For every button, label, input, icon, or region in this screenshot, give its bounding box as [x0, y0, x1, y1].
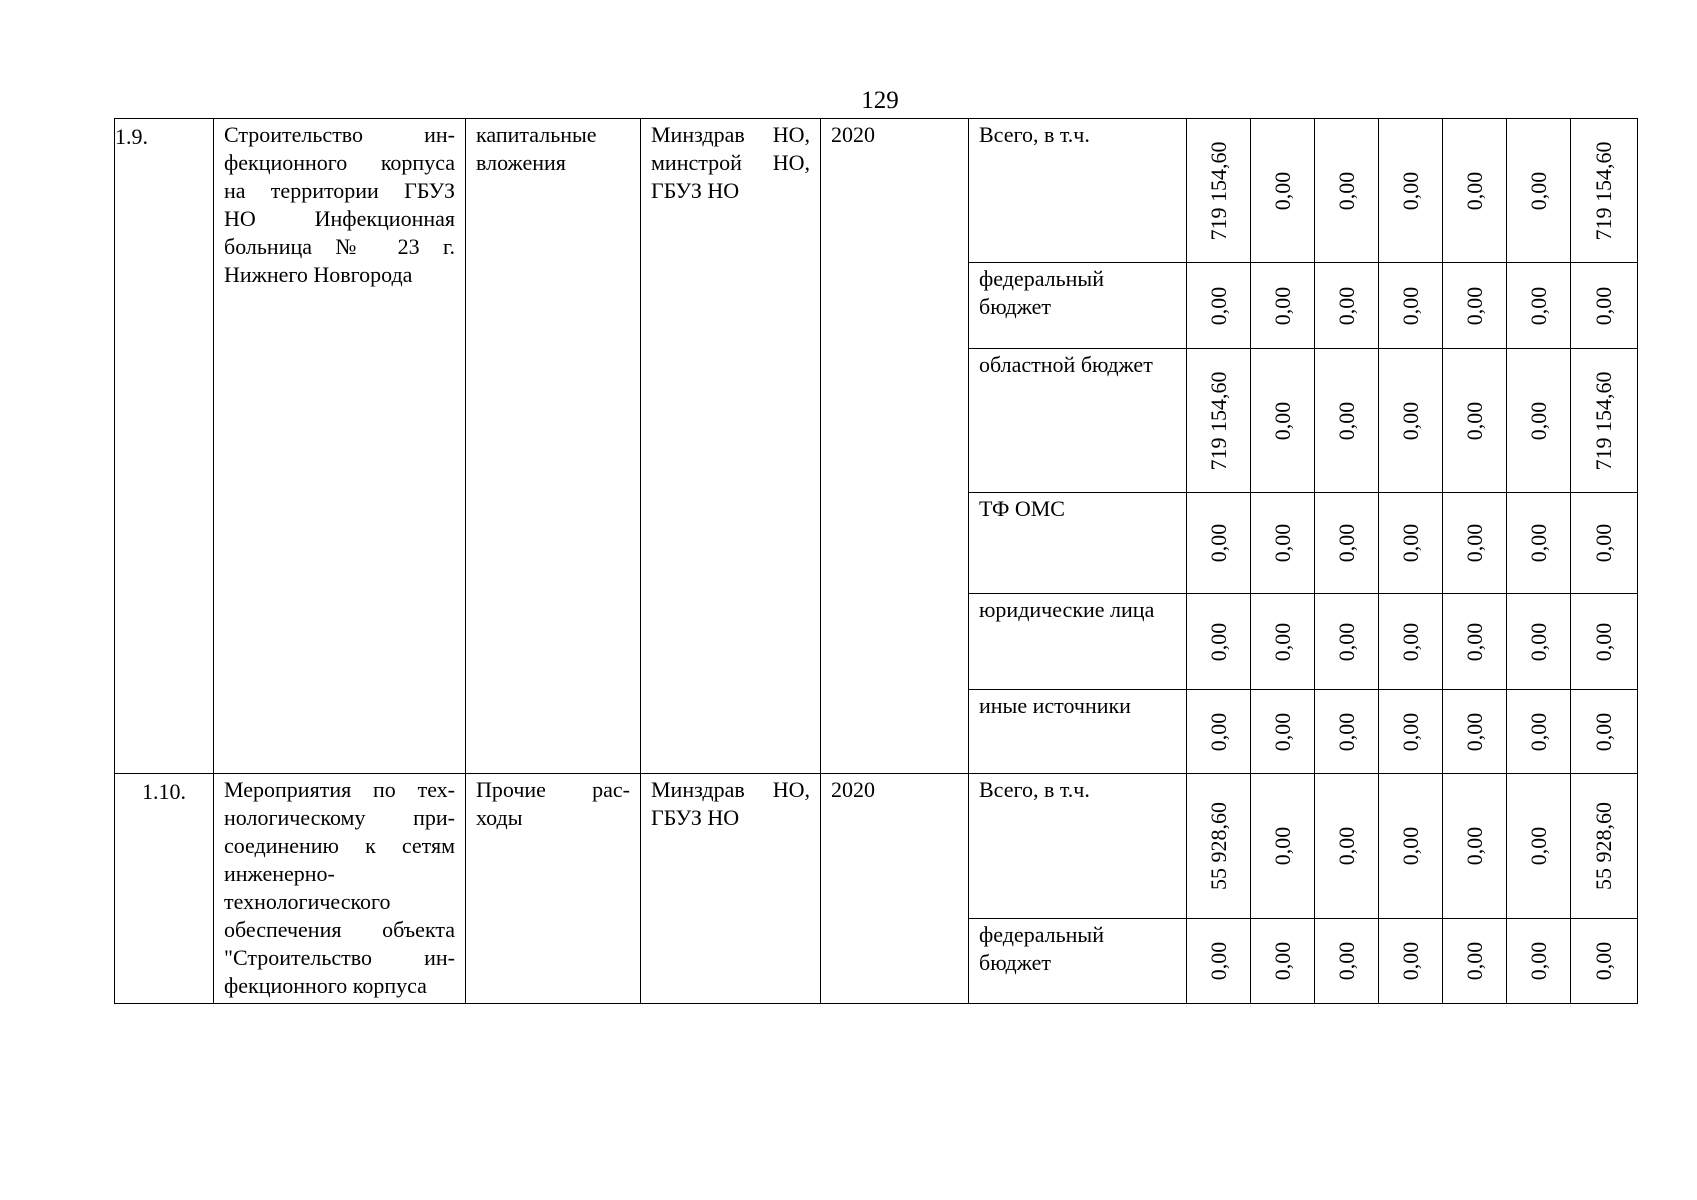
expense-type	[466, 774, 641, 1004]
amount-value: 0,00	[1205, 941, 1231, 981]
item-number: 1.9.	[115, 119, 214, 774]
amount-cell	[1251, 594, 1315, 690]
amount-value: 0,00	[1591, 622, 1616, 661]
amount-cell	[1379, 119, 1443, 263]
amount-value: 0,00	[1269, 171, 1295, 210]
amount-value: 0,00	[1205, 523, 1231, 563]
amount-value: 0,00	[1461, 286, 1487, 325]
amount-cell	[1187, 349, 1251, 493]
budget-table	[114, 118, 1638, 1004]
amount-value: 0,00	[1397, 286, 1423, 325]
measure-name	[214, 119, 466, 774]
amount-cell	[1507, 690, 1571, 774]
amount-value: 0,00	[1461, 941, 1487, 981]
amount-cell	[1571, 594, 1638, 690]
amount-cell	[1379, 919, 1443, 1004]
text-line: соединению к сетям	[224, 833, 455, 858]
amount-value: 0,00	[1269, 286, 1295, 325]
amount-value: 0,00	[1525, 523, 1551, 563]
amount-cell	[1443, 119, 1507, 263]
text-line: технологического	[224, 889, 391, 914]
amount-value: 0,00	[1333, 712, 1359, 751]
amount-value: 0,00	[1269, 826, 1295, 866]
amount-cell	[1507, 493, 1571, 594]
text-line: капитальные	[476, 122, 597, 147]
text-line: на территории ГБУЗ	[224, 178, 455, 203]
amount-value: 0,00	[1269, 622, 1295, 661]
amount-value: 0,00	[1397, 941, 1423, 981]
amount-cell	[1379, 690, 1443, 774]
text-line: нологическому при-	[224, 805, 455, 830]
amount-value: 0,00	[1591, 941, 1616, 981]
executor	[641, 774, 821, 1004]
amount-cell	[1379, 263, 1443, 349]
text-line: больница № 23 г.	[224, 234, 455, 259]
text-line: "Строительство ин-	[224, 945, 455, 970]
text-line: фекционного корпуса	[224, 150, 455, 175]
amount-value: 0,00	[1525, 826, 1551, 866]
funding-source: Всего, в т.ч.	[969, 119, 1187, 263]
text-line: ходы	[476, 805, 523, 830]
amount-value: 0,00	[1333, 523, 1359, 563]
amount-cell	[1379, 774, 1443, 919]
amount-cell	[1571, 349, 1638, 493]
amount-cell	[1571, 119, 1638, 263]
amount-value: 0,00	[1461, 523, 1487, 563]
amount-value: 0,00	[1205, 622, 1231, 661]
amount-cell	[1507, 349, 1571, 493]
amount-cell	[1443, 594, 1507, 690]
amount-value: 0,00	[1205, 286, 1231, 325]
amount-cell	[1571, 263, 1638, 349]
funding-source: областной бюджет	[969, 349, 1187, 493]
amount-value: 0,00	[1269, 523, 1295, 563]
amount-cell	[1443, 349, 1507, 493]
amount-cell	[1251, 349, 1315, 493]
amount-value: 55 928,60	[1591, 802, 1616, 890]
executor	[641, 119, 821, 774]
amount-cell	[1443, 919, 1507, 1004]
amount-cell	[1507, 594, 1571, 690]
amount-value: 0,00	[1461, 826, 1487, 866]
amount-cell	[1443, 493, 1507, 594]
amount-cell	[1443, 690, 1507, 774]
amount-value: 0,00	[1397, 712, 1423, 751]
text-line: НО Инфекционная	[224, 206, 455, 231]
amount-cell	[1379, 493, 1443, 594]
amount-cell	[1315, 349, 1379, 493]
amount-value: 0,00	[1397, 401, 1423, 440]
amount-cell	[1315, 119, 1379, 263]
amount-cell	[1315, 263, 1379, 349]
text-line: вложения	[476, 150, 566, 175]
amount-value: 0,00	[1525, 401, 1551, 440]
text-line: Минздрав НО,	[651, 122, 810, 147]
table-row	[115, 119, 1638, 263]
amount-value: 0,00	[1397, 523, 1423, 563]
text-line: обеспечения объекта	[224, 917, 455, 942]
amount-value: 0,00	[1333, 622, 1359, 661]
text-line: Нижнего Новгорода	[224, 262, 413, 287]
text-line: ГБУЗ НО	[651, 805, 740, 830]
amount-value: 719 154,60	[1205, 141, 1231, 240]
amount-cell	[1251, 690, 1315, 774]
amount-value: 0,00	[1333, 941, 1359, 981]
amount-cell	[1187, 263, 1251, 349]
amount-cell	[1187, 119, 1251, 263]
amount-cell	[1379, 349, 1443, 493]
amount-cell	[1251, 774, 1315, 919]
amount-value: 0,00	[1461, 401, 1487, 440]
amount-value: 0,00	[1525, 286, 1551, 325]
year: 2020	[821, 774, 969, 1004]
amount-cell	[1507, 119, 1571, 263]
amount-cell	[1315, 594, 1379, 690]
measure-name	[214, 774, 466, 1004]
amount-cell	[1379, 594, 1443, 690]
amount-value: 55 928,60	[1205, 802, 1231, 890]
amount-value: 719 154,60	[1205, 371, 1231, 470]
amount-value: 0,00	[1333, 826, 1359, 866]
text-line: Минздрав НО,	[651, 777, 810, 802]
amount-value: 719 154,60	[1591, 141, 1616, 240]
funding-source: Всего, в т.ч.	[969, 774, 1187, 919]
amount-cell	[1187, 919, 1251, 1004]
amount-cell	[1251, 493, 1315, 594]
amount-cell	[1315, 690, 1379, 774]
amount-cell	[1571, 690, 1638, 774]
funding-source: федеральный бюджет	[969, 919, 1187, 1004]
amount-cell	[1571, 774, 1638, 919]
amount-value: 0,00	[1397, 622, 1423, 661]
amount-cell	[1571, 919, 1638, 1004]
amount-cell	[1251, 119, 1315, 263]
amount-cell	[1443, 263, 1507, 349]
year: 2020	[821, 119, 969, 774]
text-line: ГБУЗ НО	[651, 178, 740, 203]
amount-cell	[1315, 774, 1379, 919]
text-line: Прочие рас-	[476, 777, 630, 802]
amount-cell	[1187, 594, 1251, 690]
amount-value: 0,00	[1397, 826, 1423, 866]
amount-value: 0,00	[1525, 171, 1551, 210]
amount-value: 719 154,60	[1591, 371, 1616, 470]
amount-value: 0,00	[1461, 622, 1487, 661]
funding-source: ТФ ОМС	[969, 493, 1187, 594]
funding-source: федеральный бюджет	[969, 263, 1187, 349]
amount-cell	[1251, 919, 1315, 1004]
text-line: инженерно-	[224, 861, 335, 886]
funding-source: юридические лица	[969, 594, 1187, 690]
amount-value: 0,00	[1461, 171, 1487, 210]
amount-value: 0,00	[1591, 712, 1616, 751]
amount-cell	[1507, 919, 1571, 1004]
amount-cell	[1315, 919, 1379, 1004]
amount-cell	[1443, 774, 1507, 919]
text-line: фекционного корпуса	[224, 973, 427, 998]
amount-cell	[1507, 263, 1571, 349]
text-line: Строительство ин-	[224, 122, 455, 147]
amount-cell	[1187, 493, 1251, 594]
funding-source: иные источники	[969, 690, 1187, 774]
amount-value: 0,00	[1591, 286, 1616, 325]
amount-value: 0,00	[1333, 171, 1359, 210]
amount-value: 0,00	[1525, 622, 1551, 661]
text-line: Мероприятия по тех-	[224, 777, 455, 802]
amount-value: 0,00	[1269, 712, 1295, 751]
table-row	[115, 774, 1638, 919]
amount-value: 0,00	[1525, 941, 1551, 981]
page-number: 129	[861, 87, 899, 114]
amount-cell	[1187, 690, 1251, 774]
item-number: 1.10.	[115, 774, 214, 1004]
amount-value: 0,00	[1269, 941, 1295, 981]
amount-cell	[1571, 493, 1638, 594]
amount-cell	[1315, 493, 1379, 594]
amount-value: 0,00	[1461, 712, 1487, 751]
amount-value: 0,00	[1397, 171, 1423, 210]
amount-value: 0,00	[1269, 401, 1295, 440]
text-line: минстрой НО,	[651, 150, 810, 175]
amount-value: 0,00	[1591, 523, 1616, 563]
amount-cell	[1187, 774, 1251, 919]
amount-cell	[1507, 774, 1571, 919]
amount-value: 0,00	[1525, 712, 1551, 751]
amount-value: 0,00	[1333, 286, 1359, 325]
amount-value: 0,00	[1205, 712, 1231, 751]
amount-cell	[1251, 263, 1315, 349]
amount-value: 0,00	[1333, 401, 1359, 440]
expense-type	[466, 119, 641, 774]
